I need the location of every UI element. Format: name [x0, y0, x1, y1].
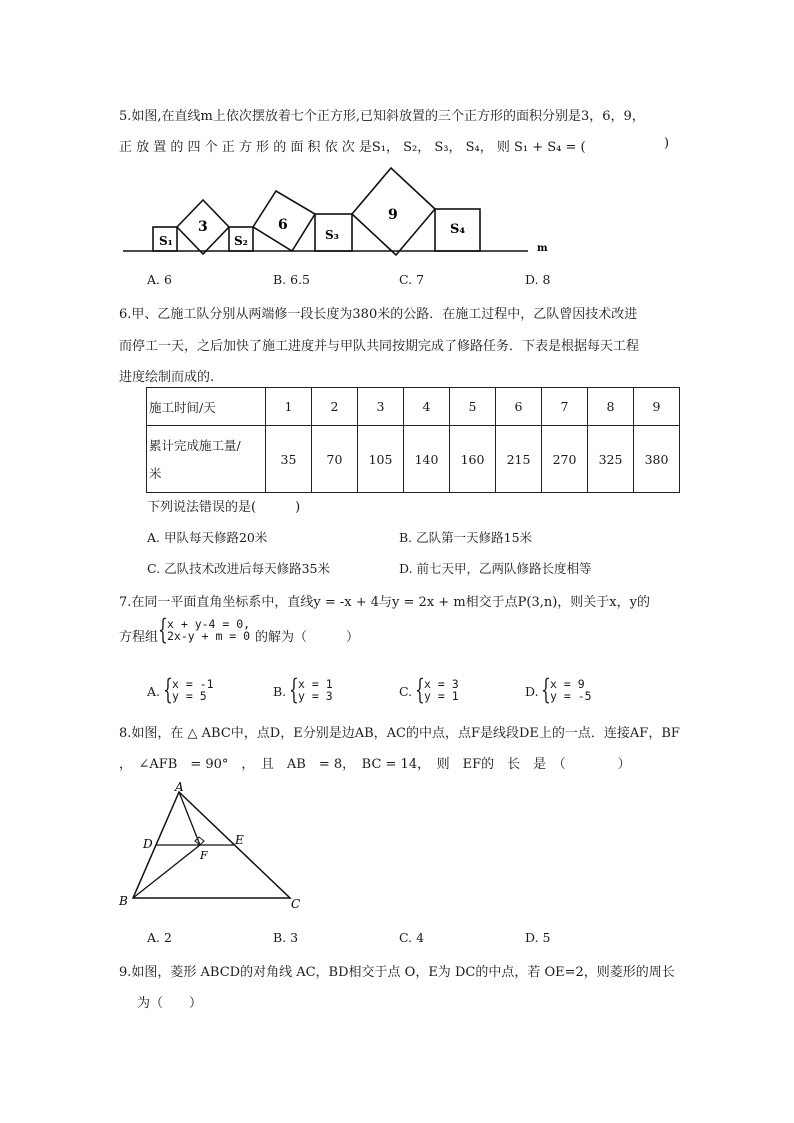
table-cell: 7 [542, 388, 588, 426]
label-a: A [175, 780, 184, 794]
q5-squares-figure [118, 165, 558, 260]
q6-progress-table [146, 387, 680, 493]
q5-option-b[interactable]: B. 6.5 [273, 272, 311, 287]
table-cell: 9 [634, 388, 680, 426]
table-cell: 380 [634, 426, 680, 493]
q5-option-a[interactable]: A. 6 [147, 272, 172, 287]
q7-option-a[interactable] [163, 673, 233, 706]
brace-icon: { [163, 673, 173, 706]
q8-option-b[interactable]: B. 3 [273, 930, 299, 945]
q7-system-eq2: 2x-y + m = 0 [167, 629, 251, 643]
table-cell: 35 [266, 426, 312, 493]
label-b: B [119, 894, 128, 908]
option-y: y = 3 [298, 689, 333, 703]
label-9: 9 [388, 207, 398, 223]
segment-bf [133, 845, 200, 898]
table-cell: 5 [450, 388, 496, 426]
label-s4: S₄ [450, 222, 466, 237]
table-row-progress [147, 426, 680, 493]
q9-stem-line1: 9.如图，菱形 ABCD的对角线 AC，BD相交于点 O，E为 DC的中点，若 OE=2，则菱形的周长 [119, 965, 675, 980]
q5-stem-line1: 5.如图,在直线m上依次摆放着七个正方形,已知斜放置的三个正方形的面积分别是3，6，9， [119, 109, 645, 124]
q6-stem-line2: 而停工一天，之后加快了施工进度并与甲队共同按期完成了修路任务．下表是根据每天工程 [119, 339, 640, 354]
table-cell: 2 [312, 388, 358, 426]
table-cell: 3 [358, 388, 404, 426]
label-f: F [200, 849, 208, 862]
q7-system-eq1: x + y-4 = 0, [167, 617, 251, 631]
option-y: y = -5 [550, 689, 592, 703]
table-cell: 160 [450, 426, 496, 493]
q7-option-b[interactable] [289, 673, 359, 706]
q8-option-d[interactable]: D. 5 [525, 930, 551, 945]
q6-prompt: 下列说法错误的是( ) [147, 500, 301, 515]
q7-suffix: 的解为（ ） [255, 630, 360, 645]
brace-icon: { [541, 673, 551, 706]
q7-prefix: 方程组 [119, 630, 159, 645]
q9-stem-line2: 为（ ） [137, 996, 203, 1011]
table-header-days: 施工时间/天 [147, 388, 266, 426]
option-x: x = 9 [550, 677, 585, 691]
table-header-progress-b: 米 [149, 466, 162, 481]
label-3: 3 [198, 219, 208, 235]
q7-option-d[interactable] [541, 673, 611, 706]
table-header-progress-a: 累计完成施工量/ [149, 438, 241, 453]
option-y: y = 1 [424, 689, 459, 703]
table-cell: 70 [312, 426, 358, 493]
q7-option-c[interactable] [415, 673, 485, 706]
option-x: x = -1 [172, 677, 214, 691]
table-cell: 270 [542, 426, 588, 493]
brace-icon: { [289, 673, 299, 706]
q8-option-a[interactable]: A. 2 [147, 930, 172, 945]
q7-option-b-label[interactable]: B. [273, 684, 287, 699]
option-x: x = 1 [298, 677, 333, 691]
q8-stem-line2: ， ∠AFB = 90° ， 且 AB = 8， BC = 14， 则 EF的 长 是 （ ） [119, 757, 631, 772]
table-cell: 8 [588, 388, 634, 426]
q5-option-c[interactable]: C. 7 [399, 272, 425, 287]
q7-equation-system [158, 613, 258, 646]
table-header-progress [147, 426, 266, 493]
q6-option-a[interactable]: A. 甲队每天修路20米 [147, 530, 268, 545]
label-s3: S₃ [325, 228, 339, 242]
label-e: E [235, 833, 244, 847]
q6-option-d[interactable]: D. 前七天甲，乙两队修路长度相等 [399, 561, 592, 576]
q7-option-a-label[interactable]: A. [147, 684, 161, 699]
table-cell: 215 [496, 426, 542, 493]
label-s2: S₂ [234, 234, 248, 248]
q6-option-b[interactable]: B. 乙队第一天修路15米 [399, 530, 533, 545]
table-cell: 4 [404, 388, 450, 426]
table-cell: 140 [404, 426, 450, 493]
option-x: x = 3 [424, 677, 459, 691]
table-cell: 325 [588, 426, 634, 493]
label-c: C [291, 897, 301, 911]
q8-stem-line1: 8.如图，在 △ ABC中，点D，E分别是边AB，AC的中点，点F是线段DE上的一点．连接AF，BF [119, 726, 680, 741]
table-cell: 6 [496, 388, 542, 426]
q8-triangle-figure [115, 780, 315, 915]
q5-option-d[interactable]: D. 8 [525, 272, 551, 287]
q7-option-c-label[interactable]: C. [399, 684, 413, 699]
brace-icon: { [158, 613, 168, 646]
brace-icon: { [415, 673, 425, 706]
q7-option-d-label[interactable]: D. [525, 684, 539, 699]
q5-stem-line2: 正 放 置 的 四 个 正 方 形 的 面 积 依 次 是S₁， S₂， S₃， S₄， 则 S₁ + S₄ = ( [119, 140, 586, 155]
q6-stem-line3: 进度绘制而成的. [119, 370, 215, 385]
label-6: 6 [278, 217, 288, 233]
q5-paren-close: ) [664, 136, 670, 151]
q6-option-c[interactable]: C. 乙队技术改进后每天修路35米 [147, 561, 330, 576]
table-cell: 1 [266, 388, 312, 426]
label-s1: S₁ [159, 234, 173, 248]
q6-stem-line1: 6.甲、乙施工队分别从两端修一段长度为380米的公路．在施工过程中，乙队曾因技术改进 [119, 307, 638, 322]
q7-stem-line1: 7.在同一平面直角坐标系中，直线y = -x + 4与y = 2x + m相交于点P(3,n)，则关于x，y的 [119, 595, 650, 610]
table-cell: 105 [358, 426, 404, 493]
option-y: y = 5 [172, 689, 207, 703]
label-m: m [537, 243, 548, 254]
label-d: D [143, 837, 153, 851]
table-row-days [147, 388, 680, 426]
segment-af [179, 792, 200, 845]
q8-option-c[interactable]: C. 4 [399, 930, 425, 945]
